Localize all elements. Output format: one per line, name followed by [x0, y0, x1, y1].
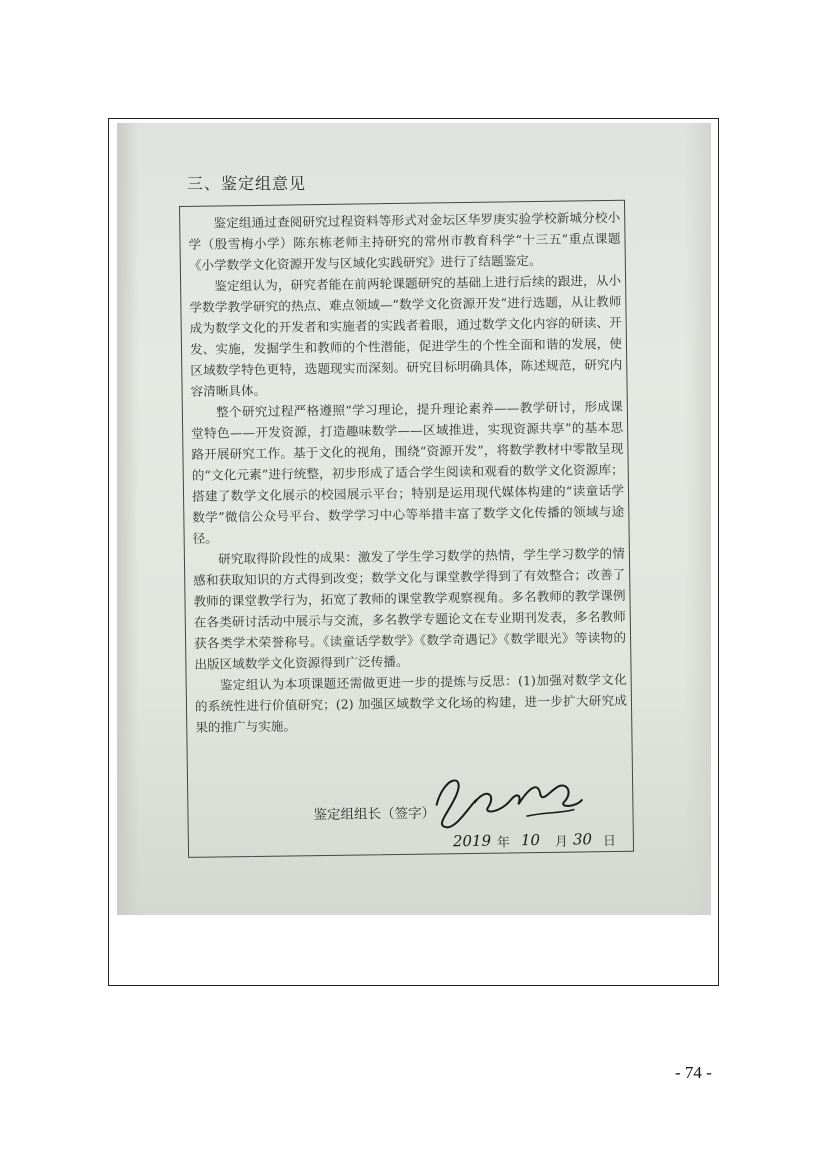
- section-heading: 三、鉴定组意见: [187, 174, 307, 193]
- scanned-photo: [117, 123, 711, 915]
- paragraph: 鉴定组认为本项课题还需做更进一步的提炼与反思：(1)加强对数学文化的系统性进行价值研究；(2) 加强区域数学文化场的构建，进一步扩大研究成果的推广与实施。: [194, 671, 628, 735]
- date-month-label: 月: [554, 834, 569, 850]
- paragraph: 研究取得阶段性的成果：激发了学生学习数学的热情，学生学习数学的情感和获取知识的方式得到改变；数学文化与课堂教学得到了有效整合；改善了教师的课堂教学行为，拓宽了教师的课堂教学观察视角。多名教师的教学课例在各类研讨活动中展示与交流，多名教学专题论文在专业期刊发表，多名教师获各类学术荣誉称号。《读童话学数学》《数学奇遇记》《数学眼光》等读物的出版区域数学文化资源得到广泛传播。: [193, 545, 627, 672]
- date-month: 10: [520, 831, 541, 850]
- paragraph: 鉴定组通过查阅研究过程资料等形式对金坛区华罗庚实验学校新城分校小学（殷雪梅小学）陈东栋老师主持研究的常州市教育科学“十三五”重点课题《小学数学文化资源开发与区域化实践研究》进行了结题鉴定。: [188, 209, 621, 273]
- page-number: - 74 -: [675, 1063, 712, 1082]
- opinion-text: [188, 207, 627, 738]
- sign-label: 鉴定组组长（签字）: [313, 805, 436, 824]
- date-day-label: 日: [602, 833, 617, 850]
- date-year: 2019: [452, 831, 492, 851]
- paragraph: 整个研究过程严格遵照“学习理论，提升理论素养——教学研讨，形成课堂特色——开发资源，打造趣味数学——区域推进，实现资源共享”的基本思路开展研究工作。基于文化的视角，围绕“资源开发”，将数学教材中零散呈现的“文化元素”进行统整，初步形成了适合学生阅读和观看的数学文化资源库；搭建了数学文化展示的校园展示平台；特别是运用现代媒体构建的“读童话学数学”微信公众号平台、数学学习中心等举措丰富了数学文化传播的领域与途径。: [191, 398, 625, 546]
- handwritten-signature: [426, 763, 587, 835]
- date-day: 30: [572, 830, 593, 849]
- date-year-label: 年: [496, 835, 511, 851]
- date-line: [451, 826, 631, 859]
- opinion-box: [179, 200, 634, 858]
- paragraph: 鉴定组认为，研究者能在前两轮课题研究的基础上进行后续的跟进，从小学数学教学研究的热点、难点领域—“数学文化资源开发”进行选题，从让教师成为数学文化的开发者和实施者的实践者着眼，通过数学文化内容的研读、开发、实施，发掘学生和教师的个性潜能，促进学生的个性全面和谐的发展，使区域数学特色更特，选题现实而深刻。研究目标明确具体，陈述规范，研究内容清晰具体。: [189, 272, 623, 399]
